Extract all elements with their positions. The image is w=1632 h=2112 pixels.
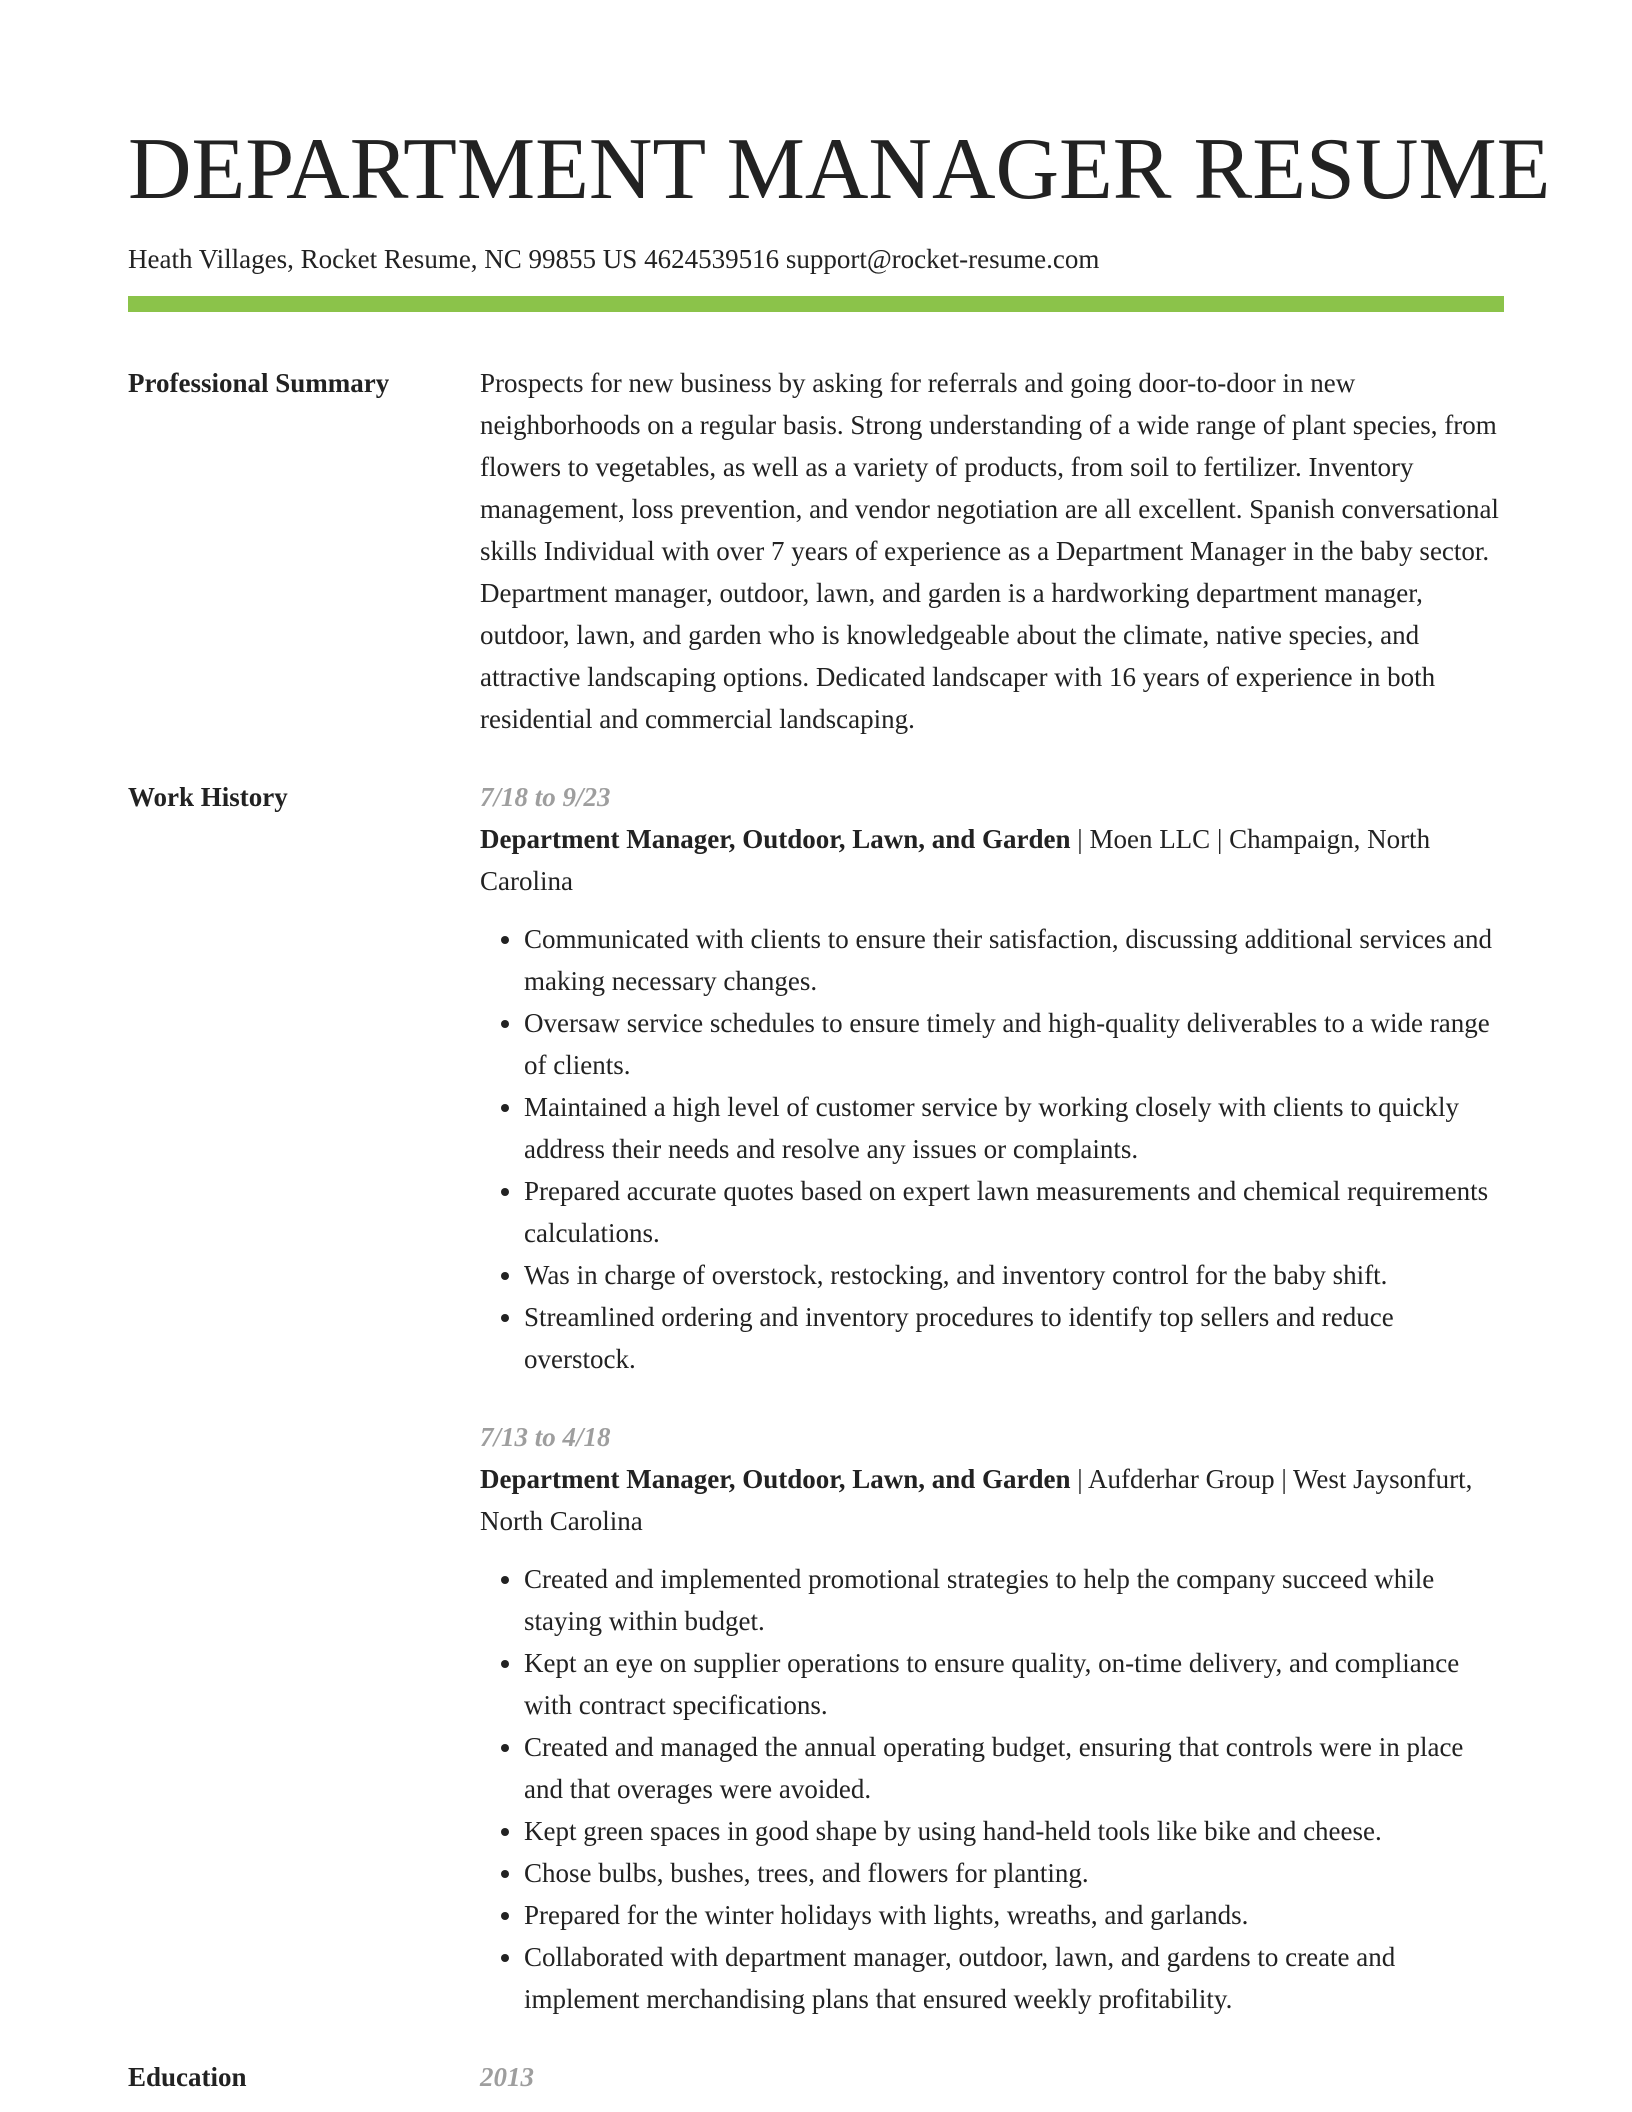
job-details: | Moen LLC | Champaign, North Carolina <box>480 824 1431 896</box>
resume-page <box>128 120 1551 2098</box>
education-dates: 2013 <box>480 2062 534 2092</box>
job-bullet: • Was in charge of overstock, restocking, and inventory control for the baby shift. <box>524 1254 1504 1296</box>
job-bullet: • Prepared accurate quotes based on expert lawn measurements and chemical requirements calculations. <box>524 1170 1504 1254</box>
job-bullet: • Streamlined ordering and inventory procedures to identify top sellers and reduce overstock. <box>524 1296 1504 1380</box>
job-bullets <box>480 1558 1504 2020</box>
job-entry <box>480 776 1504 1380</box>
job-bullet: • Collaborated with department manager, outdoor, lawn, and gardens to create and implement merchandising plans that ensured weekly profitability. <box>524 1936 1504 2020</box>
job-bullets <box>480 918 1504 1380</box>
education-body <box>480 2056 1504 2098</box>
job-bullet: • Prepared for the winter holidays with lights, wreaths, and garlands. <box>524 1894 1504 1936</box>
section-education <box>128 2056 1504 2098</box>
job-dates: 7/13 to 4/18 <box>480 1422 611 1452</box>
job-bullet: • Chose bulbs, bushes, trees, and flowers for planting. <box>524 1852 1504 1894</box>
job-dates: 7/18 to 9/23 <box>480 782 611 812</box>
job-entry <box>480 1416 1504 2020</box>
job-bullet: • Created and implemented promotional strategies to help the company succeed while staying within budget. <box>524 1558 1504 1642</box>
job-bullet: • Created and managed the annual operating budget, ensuring that controls were in place and that overages were avoided. <box>524 1726 1504 1810</box>
section-label: Education <box>128 2062 247 2092</box>
contact-info: Heath Villages, Rocket Resume, NC 99855 US 4624539516 support@rocket-resume.com <box>128 244 1100 274</box>
job-role: Department Manager, Outdoor, Lawn, and Garden <box>480 1464 1071 1494</box>
summary-text: Prospects for new business by asking for referrals and going door-to-door in new neighborhoods on a regular basis. Strong understanding of a wide range of plant species, from flowers to vegetables, as well as a variety of products, from soil to fertilizer. Inventory management, loss prevention, and vendor negotiation are all excellent. Spanish conversational skills Individual with over 7 years of experience as a Department Manager in the baby sector. Department manager, outdoor, lawn, and garden is a hardworking department manager, outdoor, lawn, and garden who is knowledgeable about the climate, native species, and attractive landscaping options. Dedicated landscaper with 16 years of experience in both residential and commercial landscaping. <box>480 368 1499 734</box>
job-heading <box>480 1458 1504 1542</box>
work-history-body <box>480 776 1504 2020</box>
job-bullet: • Oversaw service schedules to ensure timely and high-quality deliverables to a wide range of clients. <box>524 1002 1504 1086</box>
accent-divider <box>128 296 1504 312</box>
summary-body <box>480 362 1504 740</box>
section-professional-summary <box>128 362 1504 740</box>
job-details: | Aufderhar Group | West Jaysonfurt, North Carolina <box>480 1464 1473 1536</box>
job-bullet: • Kept green spaces in good shape by using hand-held tools like bike and cheese. <box>524 1810 1504 1852</box>
job-bullet: • Kept an eye on supplier operations to ensure quality, on-time delivery, and compliance with contract specifications. <box>524 1642 1504 1726</box>
job-role: Department Manager, Outdoor, Lawn, and Garden <box>480 824 1071 854</box>
section-label: Professional Summary <box>128 368 390 398</box>
job-bullet: • Maintained a high level of customer service by working closely with clients to quickly address their needs and resolve any issues or complaints. <box>524 1086 1504 1170</box>
section-label: Work History <box>128 782 288 812</box>
job-heading <box>480 818 1504 902</box>
resume-title: DEPARTMENT MANAGER RESUME <box>128 121 1551 218</box>
section-work-history <box>128 776 1504 2020</box>
job-bullet: • Communicated with clients to ensure their satisfaction, discussing additional services and making necessary changes. <box>524 918 1504 1002</box>
